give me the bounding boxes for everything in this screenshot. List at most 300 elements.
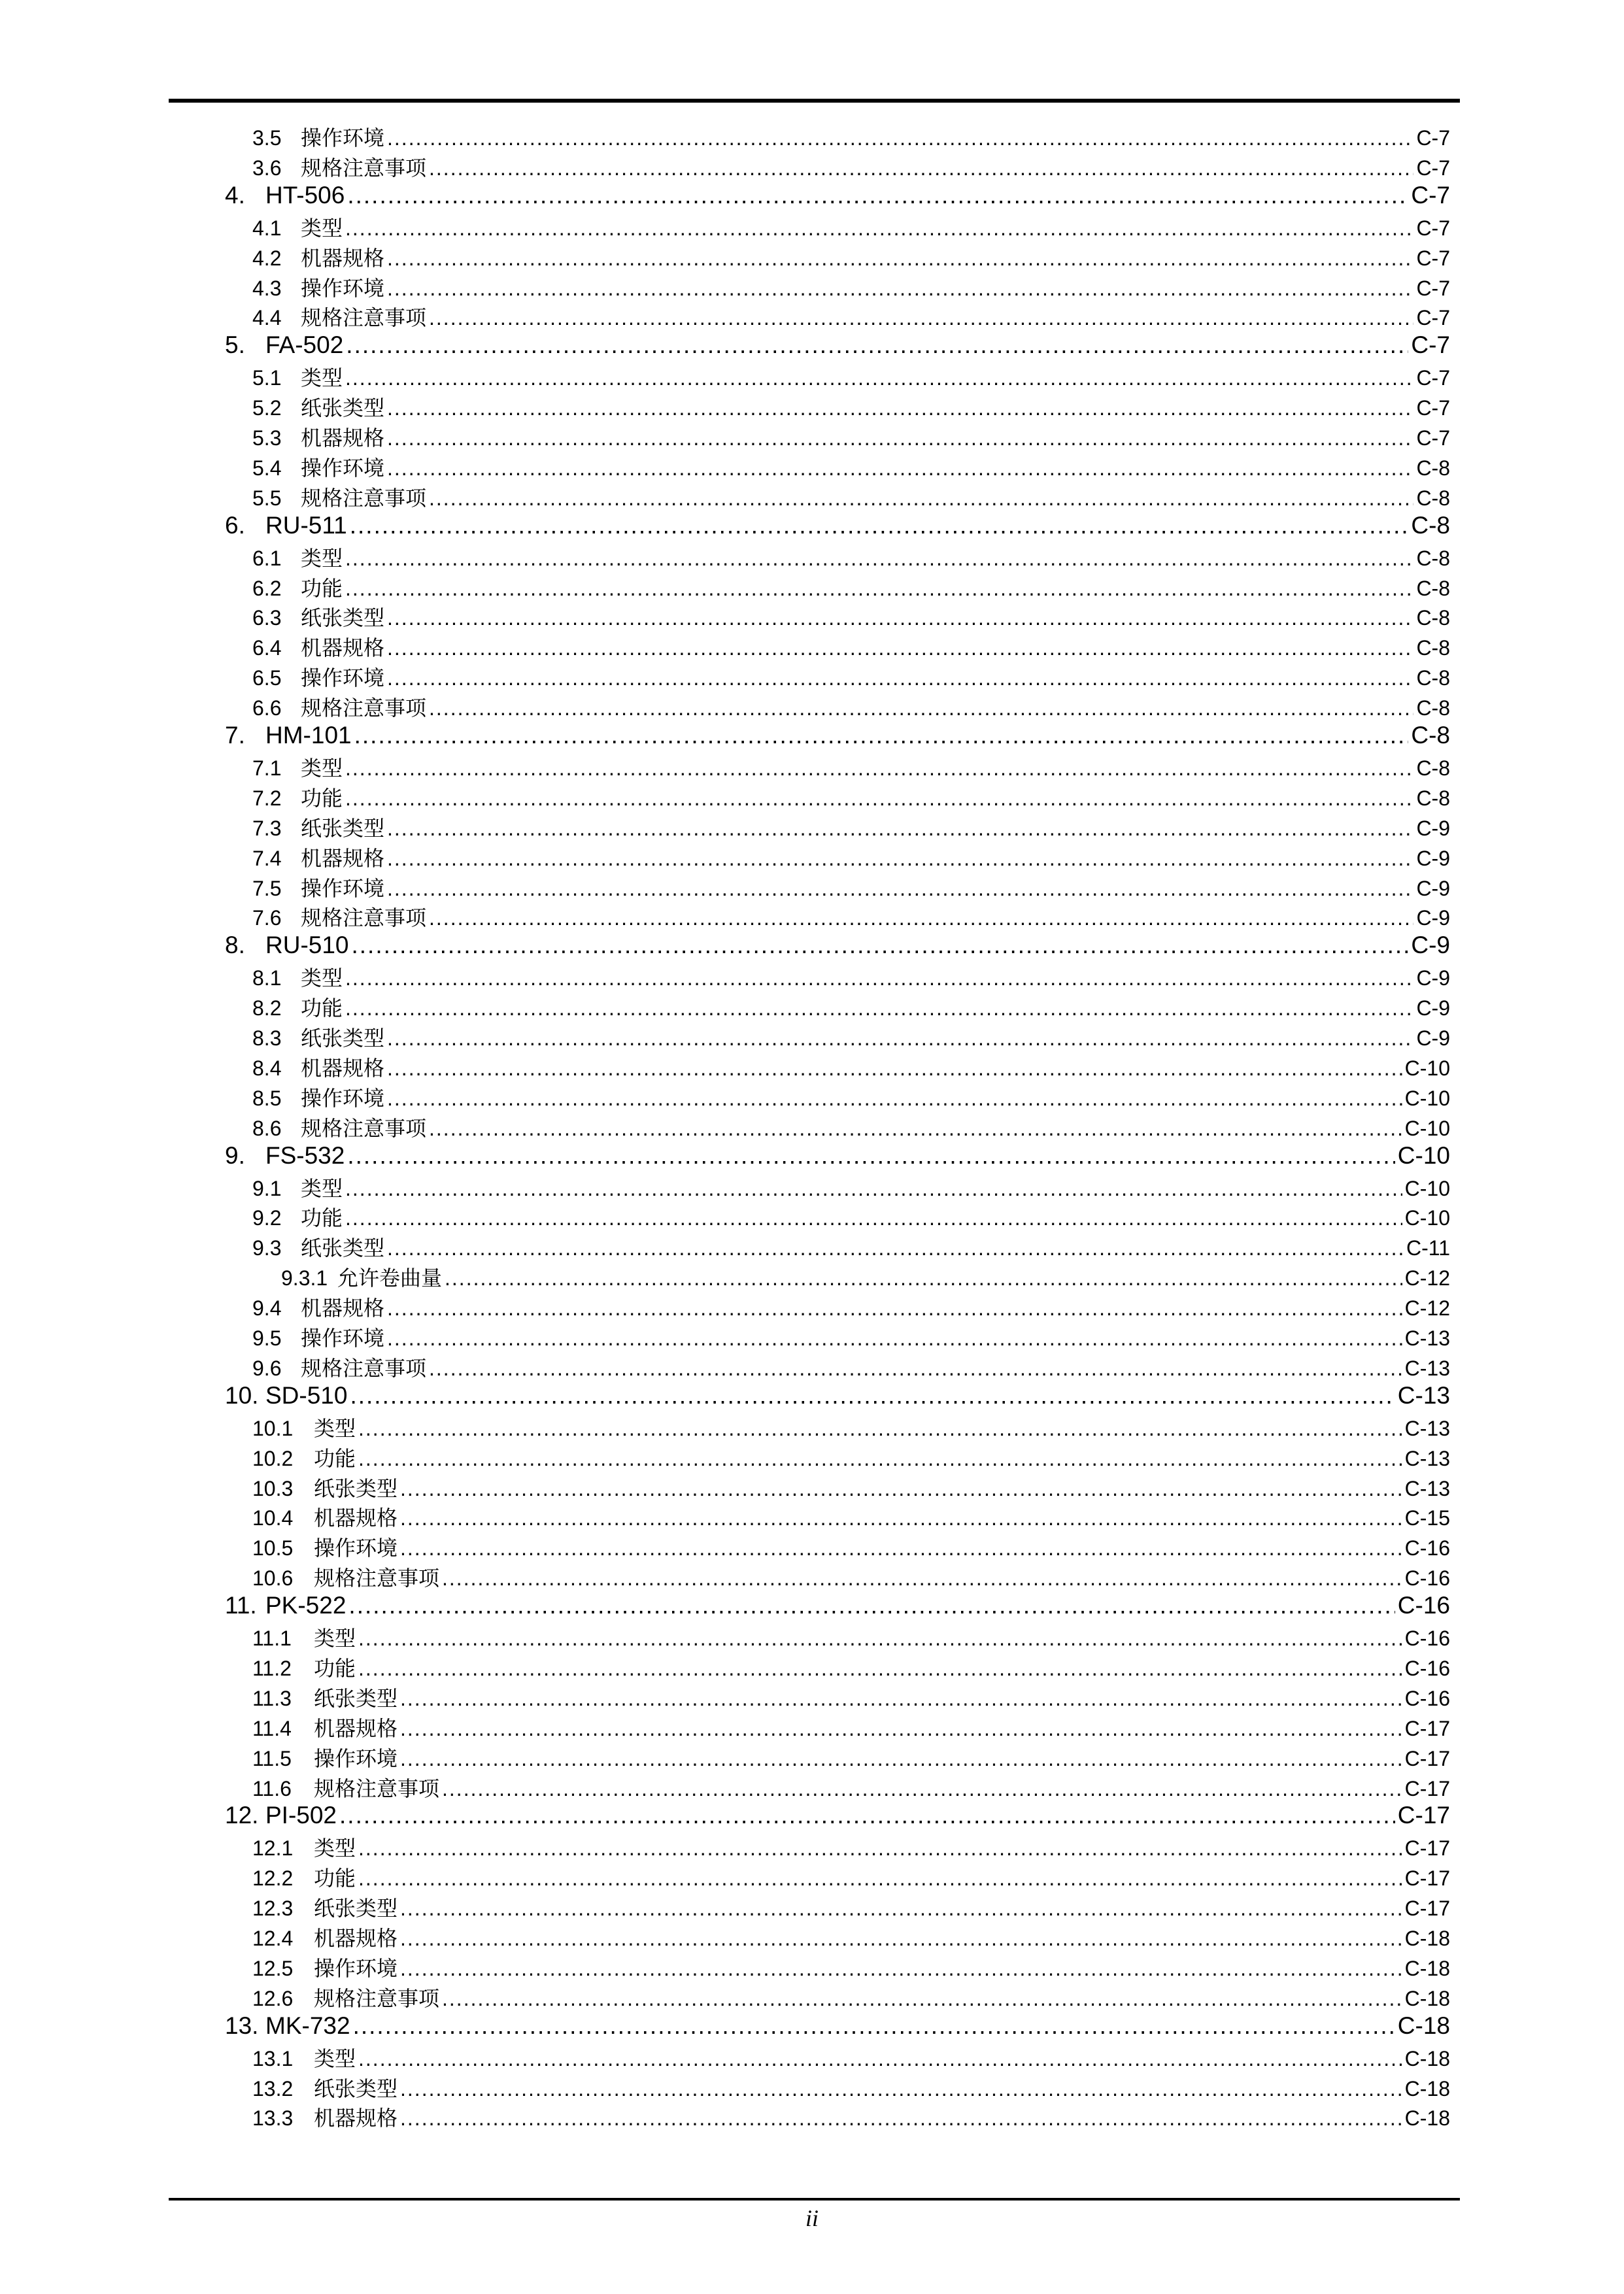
toc-dot-leader xyxy=(400,1717,1402,1741)
toc-dot-leader xyxy=(347,182,1408,209)
toc-section-entry[interactable] xyxy=(252,452,1450,482)
toc-entry-title: 操作环境 xyxy=(301,666,385,690)
toc-dot-leader xyxy=(442,1566,1402,1591)
toc-entry-title: 纸张类型 xyxy=(301,1026,385,1051)
toc-dot-leader xyxy=(345,1206,1402,1230)
toc-entry-title: 纸张类型 xyxy=(314,1896,398,1921)
toc-entry-number: 8.5 xyxy=(252,1087,282,1110)
toc-dot-leader xyxy=(429,906,1413,930)
toc-entry-page: C-10 xyxy=(1404,1056,1450,1080)
toc-entry-title: 类型 xyxy=(301,1176,343,1201)
toc-dot-leader xyxy=(345,366,1413,390)
toc-dot-leader xyxy=(353,2012,1395,2040)
toc-entry-number: 5.1 xyxy=(252,366,282,390)
toc-chapter-entry[interactable] xyxy=(225,1142,1450,1170)
toc-entry-number: 7.3 xyxy=(252,817,282,840)
toc-entry-number: 7.5 xyxy=(252,877,282,900)
toc-dot-leader xyxy=(387,426,1413,450)
toc-entry-page: C-18 xyxy=(1404,2106,1450,2130)
toc-entry-title: 功能 xyxy=(301,576,343,601)
toc-entry-number: 9.6 xyxy=(252,1357,282,1380)
toc-section-entry[interactable] xyxy=(252,1022,1450,1052)
toc-dot-leader xyxy=(387,1056,1402,1081)
toc-entry-page: C-7 xyxy=(1416,246,1450,270)
toc-entry-number: 9.4 xyxy=(252,1296,282,1320)
toc-entry-number: 9.3.1 xyxy=(281,1266,328,1290)
toc-dot-leader xyxy=(400,1477,1402,1501)
toc-dot-leader xyxy=(346,331,1408,359)
toc-section-entry[interactable] xyxy=(252,1472,1450,1502)
toc-entry-title: 规格注意事项 xyxy=(301,156,427,180)
toc-section-entry[interactable] xyxy=(252,272,1450,302)
toc-dot-leader xyxy=(387,396,1413,420)
toc-entry-number: 9. xyxy=(225,1142,245,1169)
toc-entry-number: 7. xyxy=(225,722,245,749)
toc-entry-page: C-12 xyxy=(1404,1266,1450,1290)
toc-entry-page: C-10 xyxy=(1404,1087,1450,1110)
toc-entry-page: C-16 xyxy=(1404,1536,1450,1560)
toc-entry-title: 规格注意事项 xyxy=(301,905,427,930)
page-number: ii xyxy=(805,2205,819,2231)
toc-entry-page: C-13 xyxy=(1404,1326,1450,1350)
toc-entry-title: 类型 xyxy=(314,1416,356,1441)
toc-section-entry[interactable] xyxy=(252,992,1450,1022)
toc-entry-number: 12. xyxy=(225,1802,259,1829)
toc-dot-leader xyxy=(429,1357,1402,1381)
toc-entry-page: C-12 xyxy=(1404,1296,1450,1320)
toc-dot-leader xyxy=(400,1536,1402,1560)
toc-entry-number: 13.2 xyxy=(252,2077,294,2100)
toc-dot-leader xyxy=(348,1592,1395,1619)
toc-entry-number: 4.3 xyxy=(252,277,282,300)
toc-section-entry[interactable] xyxy=(252,122,1450,152)
toc-section-entry[interactable] xyxy=(252,301,1450,331)
toc-section-entry[interactable] xyxy=(252,812,1450,842)
toc-section-entry[interactable] xyxy=(252,392,1450,422)
toc-entry-number: 11.1 xyxy=(252,1627,292,1650)
toc-entry-title: 操作环境 xyxy=(314,1956,398,1981)
toc-entry-page: C-9 xyxy=(1416,847,1450,870)
toc-dot-leader xyxy=(352,932,1409,959)
toc-dot-leader xyxy=(442,1777,1402,1801)
toc-entry-page: C-10 xyxy=(1404,1206,1450,1230)
toc-entry-title: 功能 xyxy=(314,1446,356,1471)
toc-entry-number: 8. xyxy=(225,932,245,958)
toc-entry-page: C-9 xyxy=(1416,1026,1450,1050)
toc-section-entry[interactable] xyxy=(252,2102,1450,2132)
toc-entry-title: 机器规格 xyxy=(301,1296,385,1321)
toc-entry-title: 类型 xyxy=(314,2046,356,2071)
toc-dot-leader xyxy=(387,877,1413,901)
toc-dot-leader xyxy=(429,156,1413,180)
toc-entry-number: 5. xyxy=(225,331,245,358)
toc-entry-title: 功能 xyxy=(301,786,343,811)
toc-entry-title: 类型 xyxy=(314,1836,356,1861)
toc-section-entry[interactable] xyxy=(252,1892,1450,1922)
toc-entry-page: C-7 xyxy=(1416,126,1450,150)
toc-entry-page: C-11 xyxy=(1406,1236,1450,1260)
toc-entry-number: 9.2 xyxy=(252,1206,282,1230)
toc-section-entry[interactable] xyxy=(252,242,1450,272)
toc-entry-number: 3.5 xyxy=(252,126,282,150)
toc-section-entry[interactable] xyxy=(252,1082,1450,1112)
toc-entry-page: C-16 xyxy=(1404,1687,1450,1710)
toc-entry-title: 机器规格 xyxy=(301,246,385,271)
toc-dot-leader xyxy=(400,1506,1402,1530)
toc-entry-number: 10. xyxy=(225,1382,259,1409)
toc-dot-leader xyxy=(387,606,1413,630)
toc-entry-title: 规格注意事项 xyxy=(314,1986,440,2011)
toc-section-entry[interactable] xyxy=(252,752,1450,782)
toc-entry-title: 纸张类型 xyxy=(301,1236,385,1260)
toc-entry-title: PI-502 xyxy=(265,1802,337,1829)
toc-dot-leader xyxy=(387,456,1413,481)
toc-entry-page: C-9 xyxy=(1416,966,1450,990)
toc-entry-page: C-13 xyxy=(1404,1357,1450,1380)
toc-section-entry[interactable] xyxy=(252,1832,1450,1862)
toc-entry-number: 12.5 xyxy=(252,1957,294,1980)
toc-entry-page: C-15 xyxy=(1404,1506,1450,1530)
toc-entry-number: 5.2 xyxy=(252,396,282,420)
toc-entry-title: RU-510 xyxy=(265,932,349,958)
toc-section-entry[interactable] xyxy=(252,662,1450,692)
toc-dot-leader xyxy=(400,1747,1402,1771)
toc-entry-page: C-9 xyxy=(1416,877,1450,900)
toc-entry-title: PK-522 xyxy=(265,1592,347,1619)
toc-section-entry[interactable] xyxy=(252,902,1450,932)
toc-section-entry[interactable] xyxy=(252,1682,1450,1712)
toc-dot-leader xyxy=(387,246,1413,271)
toc-dot-leader xyxy=(345,1177,1402,1201)
toc-entry-number: 9.5 xyxy=(252,1326,282,1350)
toc-entry-page: C-18 xyxy=(1404,2077,1450,2100)
toc-entry-page: C-8 xyxy=(1411,722,1450,749)
toc-chapter-entry[interactable] xyxy=(225,1802,1450,1829)
toc-chapter-entry[interactable] xyxy=(225,1382,1450,1409)
toc-entry-number: 7.4 xyxy=(252,847,282,870)
toc-section-entry[interactable] xyxy=(252,1232,1450,1262)
toc-entry-page: C-8 xyxy=(1416,696,1450,720)
toc-dot-leader xyxy=(358,1657,1402,1681)
toc-dot-leader xyxy=(350,512,1409,539)
toc-entry-title: 纸张类型 xyxy=(314,1686,398,1711)
toc-section-entry[interactable] xyxy=(252,1202,1450,1232)
toc-entry-page: C-10 xyxy=(1404,1177,1450,1200)
toc-entry-number: 13.3 xyxy=(252,2106,294,2130)
toc-entry-page: C-8 xyxy=(1416,756,1450,780)
toc-dot-leader xyxy=(387,1326,1402,1351)
toc-entry-number: 12.6 xyxy=(252,1987,294,2010)
toc-entry-title: 功能 xyxy=(314,1656,356,1681)
toc-entry-title: 规格注意事项 xyxy=(301,305,427,330)
toc-entry-title: 规格注意事项 xyxy=(314,1776,440,1801)
toc-entry-title: 纸张类型 xyxy=(314,1476,398,1501)
toc-entry-page: C-16 xyxy=(1404,1566,1450,1590)
toc-dot-leader xyxy=(387,1087,1402,1111)
toc-dot-leader xyxy=(350,1382,1395,1409)
toc-entry-number: 8.4 xyxy=(252,1056,282,1080)
toc-dot-leader xyxy=(358,2047,1402,2071)
toc-chapter-entry[interactable] xyxy=(225,512,1450,539)
toc-section-entry[interactable] xyxy=(252,692,1450,722)
toc-dot-leader xyxy=(358,1627,1402,1651)
toc-entry-number: 11.6 xyxy=(252,1777,292,1800)
toc-dot-leader xyxy=(429,696,1413,720)
toc-dot-leader xyxy=(387,126,1413,150)
toc-entry-title: 类型 xyxy=(301,365,343,390)
toc-section-entry[interactable] xyxy=(252,1712,1450,1742)
toc-entry-title: 机器规格 xyxy=(301,426,385,450)
toc-entry-title: 纸张类型 xyxy=(301,605,385,630)
toc-section-entry[interactable] xyxy=(252,1622,1450,1652)
toc-section-entry[interactable] xyxy=(252,212,1450,242)
toc-entry-number: 12.2 xyxy=(252,1866,294,1890)
toc-entry-page: C-7 xyxy=(1411,331,1450,358)
toc-section-entry[interactable] xyxy=(252,782,1450,812)
toc-dot-leader xyxy=(387,636,1413,660)
toc-dot-leader xyxy=(358,1417,1402,1441)
toc-dot-leader xyxy=(358,1447,1402,1471)
toc-entry-title: 功能 xyxy=(314,1866,356,1891)
toc-entry-number: 11.2 xyxy=(252,1657,292,1680)
toc-entry-page: C-13 xyxy=(1404,1447,1450,1470)
toc-entry-title: 操作环境 xyxy=(301,276,385,301)
toc-section-entry[interactable] xyxy=(252,362,1450,392)
toc-dot-leader xyxy=(345,966,1413,990)
toc-dot-leader xyxy=(358,1836,1402,1861)
toc-chapter-entry[interactable] xyxy=(225,1592,1450,1619)
toc-section-entry[interactable] xyxy=(252,632,1450,662)
toc-entry-page: C-18 xyxy=(1404,1927,1450,1950)
toc-section-entry[interactable] xyxy=(252,601,1450,632)
toc-entry-page: C-7 xyxy=(1416,396,1450,420)
toc-entry-page: C-9 xyxy=(1411,932,1450,958)
toc-entry-page: C-17 xyxy=(1404,1897,1450,1920)
toc-entry-page: C-7 xyxy=(1416,366,1450,390)
toc-entry-number: 12.1 xyxy=(252,1836,294,1860)
toc-section-entry[interactable] xyxy=(252,1562,1450,1592)
toc-section-entry[interactable] xyxy=(252,872,1450,902)
toc-entry-number: 8.1 xyxy=(252,966,282,990)
toc-entry-number: 5.3 xyxy=(252,426,282,450)
toc-entry-page: C-7 xyxy=(1416,156,1450,180)
toc-dot-leader xyxy=(400,1957,1402,1981)
toc-entry-number: 9.1 xyxy=(252,1177,282,1200)
toc-entry-number: 7.1 xyxy=(252,756,282,780)
toc-entry-number: 12.3 xyxy=(252,1897,294,1920)
toc-entry-page: C-18 xyxy=(1404,2047,1450,2070)
toc-entry-title: 类型 xyxy=(301,546,343,571)
toc-section-entry[interactable] xyxy=(252,1982,1450,2012)
toc-section-entry[interactable] xyxy=(252,1532,1450,1562)
toc-section-entry[interactable] xyxy=(252,1322,1450,1352)
toc-dot-leader xyxy=(400,1687,1402,1711)
toc-entry-number: 3.6 xyxy=(252,156,282,180)
toc-dot-leader xyxy=(387,1296,1402,1321)
toc-entry-number: 4.1 xyxy=(252,216,282,240)
toc-entry-number: 6.5 xyxy=(252,666,282,690)
toc-entry-title: 规格注意事项 xyxy=(314,1566,440,1591)
toc-section-entry[interactable] xyxy=(252,572,1450,602)
toc-entry-title: 操作环境 xyxy=(301,456,385,481)
toc-entry-title: SD-510 xyxy=(265,1382,348,1409)
toc-entry-page: C-17 xyxy=(1397,1802,1450,1829)
toc-entry-number: 6.2 xyxy=(252,577,282,600)
toc-entry-title: 机器规格 xyxy=(301,846,385,871)
toc-entry-page: C-18 xyxy=(1404,1957,1450,1980)
toc-dot-leader xyxy=(345,216,1413,241)
toc-dot-leader xyxy=(387,1026,1413,1051)
toc-section-entry[interactable] xyxy=(252,1652,1450,1682)
toc-entry-number: 6.1 xyxy=(252,547,282,570)
toc-entry-number: 8.2 xyxy=(252,996,282,1020)
toc-dot-leader xyxy=(387,1236,1404,1260)
toc-chapter-entry[interactable] xyxy=(225,182,1450,209)
toc-entry-page: C-10 xyxy=(1404,1117,1450,1140)
toc-subsection-entry[interactable] xyxy=(281,1262,1450,1292)
toc-entry-page: C-8 xyxy=(1416,486,1450,510)
toc-section-entry[interactable] xyxy=(252,1862,1450,1892)
toc-section-entry[interactable] xyxy=(252,1502,1450,1532)
toc-dot-leader xyxy=(358,1866,1402,1891)
toc-dot-leader xyxy=(429,306,1413,330)
toc-chapter-entry[interactable] xyxy=(225,2012,1450,2040)
toc-section-entry[interactable] xyxy=(252,1952,1450,1982)
toc-dot-leader xyxy=(345,547,1413,571)
toc-section-entry[interactable] xyxy=(252,1352,1450,1382)
toc-dot-leader xyxy=(387,817,1413,841)
toc-section-entry[interactable] xyxy=(252,1742,1450,1772)
toc-entry-page: C-10 xyxy=(1397,1142,1450,1169)
toc-entry-page: C-8 xyxy=(1416,577,1450,600)
toc-section-entry[interactable] xyxy=(252,1922,1450,1952)
toc-section-entry[interactable] xyxy=(252,152,1450,182)
toc-entry-page: C-16 xyxy=(1397,1592,1450,1619)
toc-entry-page: C-7 xyxy=(1416,306,1450,329)
toc-dot-leader xyxy=(387,666,1413,690)
toc-dot-leader xyxy=(345,786,1413,811)
toc-entry-title: MK-732 xyxy=(265,2012,350,2039)
toc-entry-title: RU-511 xyxy=(265,512,347,539)
toc-entry-page: C-8 xyxy=(1416,786,1450,810)
toc-entry-page: C-18 xyxy=(1404,1987,1450,2010)
toc-entry-title: 机器规格 xyxy=(314,2106,398,2131)
toc-dot-leader xyxy=(429,1117,1402,1141)
toc-entry-title: 类型 xyxy=(301,966,343,990)
toc-entry-page: C-7 xyxy=(1411,182,1450,209)
toc-entry-number: 9.3 xyxy=(252,1236,282,1260)
toc-entry-number: 10.3 xyxy=(252,1477,294,1500)
toc-section-entry[interactable] xyxy=(252,1442,1450,1472)
toc-entry-page: C-8 xyxy=(1416,606,1450,630)
toc-section-entry[interactable] xyxy=(252,1412,1450,1442)
toc-entry-number: 10.2 xyxy=(252,1447,294,1470)
toc-section-entry[interactable] xyxy=(252,482,1450,512)
toc-section-entry[interactable] xyxy=(252,962,1450,992)
toc-entry-number: 4.2 xyxy=(252,246,282,270)
toc-entry-number: 13. xyxy=(225,2012,259,2039)
toc-entry-number: 10.5 xyxy=(252,1536,294,1560)
toc-chapter-entry[interactable] xyxy=(225,932,1450,959)
toc-entry-page: C-13 xyxy=(1404,1477,1450,1500)
toc-entry-title: 机器规格 xyxy=(314,1506,398,1530)
toc-section-entry[interactable] xyxy=(252,422,1450,452)
toc-section-entry[interactable] xyxy=(252,1172,1450,1202)
toc-section-entry[interactable] xyxy=(252,2072,1450,2102)
toc-dot-leader xyxy=(400,1897,1402,1921)
toc-dot-leader xyxy=(347,1142,1395,1170)
toc-entry-title: FA-502 xyxy=(265,331,344,358)
toc-entry-title: 规格注意事项 xyxy=(301,1116,427,1141)
toc-entry-title: 功能 xyxy=(301,996,343,1020)
toc-entry-page: C-9 xyxy=(1416,817,1450,840)
toc-entry-title: 类型 xyxy=(301,216,343,241)
toc-entry-title: FS-532 xyxy=(265,1142,345,1169)
toc-dot-leader xyxy=(339,1802,1395,1829)
toc-chapter-entry[interactable] xyxy=(225,331,1450,359)
toc-entry-number: 11.5 xyxy=(252,1747,292,1770)
toc-entry-title: HM-101 xyxy=(265,722,352,749)
toc-entry-page: C-18 xyxy=(1397,2012,1450,2039)
toc-entry-title: 纸张类型 xyxy=(301,816,385,841)
footer-rule xyxy=(169,2198,1460,2201)
toc-entry-number: 4. xyxy=(225,182,245,209)
toc-entry-page: C-8 xyxy=(1416,636,1450,660)
toc-dot-leader xyxy=(354,722,1409,749)
toc-entry-title: 纸张类型 xyxy=(301,396,385,420)
toc-entry-number: 4.4 xyxy=(252,306,282,329)
toc-section-entry[interactable] xyxy=(252,1052,1450,1082)
toc-section-entry[interactable] xyxy=(252,1292,1450,1322)
toc-entry-number: 8.3 xyxy=(252,1026,282,1050)
toc-entry-page: C-16 xyxy=(1404,1627,1450,1650)
toc-entry-page: C-8 xyxy=(1416,456,1450,480)
toc-entry-title: 允许卷曲量 xyxy=(337,1266,443,1290)
toc-entry-title: 机器规格 xyxy=(314,1716,398,1741)
toc-entry-page: C-8 xyxy=(1416,547,1450,570)
toc-entry-number: 6.6 xyxy=(252,696,282,720)
toc-entry-number: 6.4 xyxy=(252,636,282,660)
toc-dot-leader xyxy=(400,1927,1402,1951)
toc-entry-number: 11.4 xyxy=(252,1717,292,1740)
toc-dot-leader xyxy=(442,1987,1402,2011)
toc-entry-number: 11. xyxy=(225,1592,257,1619)
toc-dot-leader xyxy=(387,277,1413,301)
toc-entry-number: 13.1 xyxy=(252,2047,294,2070)
toc-section-entry[interactable] xyxy=(252,542,1450,572)
toc-dot-leader xyxy=(345,996,1413,1020)
toc-entry-title: 类型 xyxy=(301,756,343,781)
toc-entry-number: 10.4 xyxy=(252,1506,294,1530)
toc-section-entry[interactable] xyxy=(252,1112,1450,1142)
toc-dot-leader xyxy=(387,847,1413,871)
toc-entry-page: C-7 xyxy=(1416,216,1450,240)
toc-entry-title: 操作环境 xyxy=(314,1746,398,1771)
toc-section-entry[interactable] xyxy=(252,2042,1450,2072)
toc-entry-title: 机器规格 xyxy=(301,1056,385,1081)
toc-entry-page: C-16 xyxy=(1404,1657,1450,1680)
toc-chapter-entry[interactable] xyxy=(225,722,1450,749)
toc-section-entry[interactable] xyxy=(252,842,1450,872)
toc-entry-title: 操作环境 xyxy=(301,126,385,150)
toc-entry-title: 机器规格 xyxy=(301,635,385,660)
toc-entry-number: 5.4 xyxy=(252,456,282,480)
toc-entry-page: C-8 xyxy=(1416,666,1450,690)
toc-entry-page: C-17 xyxy=(1404,1836,1450,1860)
toc-entry-page: C-17 xyxy=(1404,1747,1450,1770)
toc-section-entry[interactable] xyxy=(252,1772,1450,1802)
toc-entry-number: 6.3 xyxy=(252,606,282,630)
